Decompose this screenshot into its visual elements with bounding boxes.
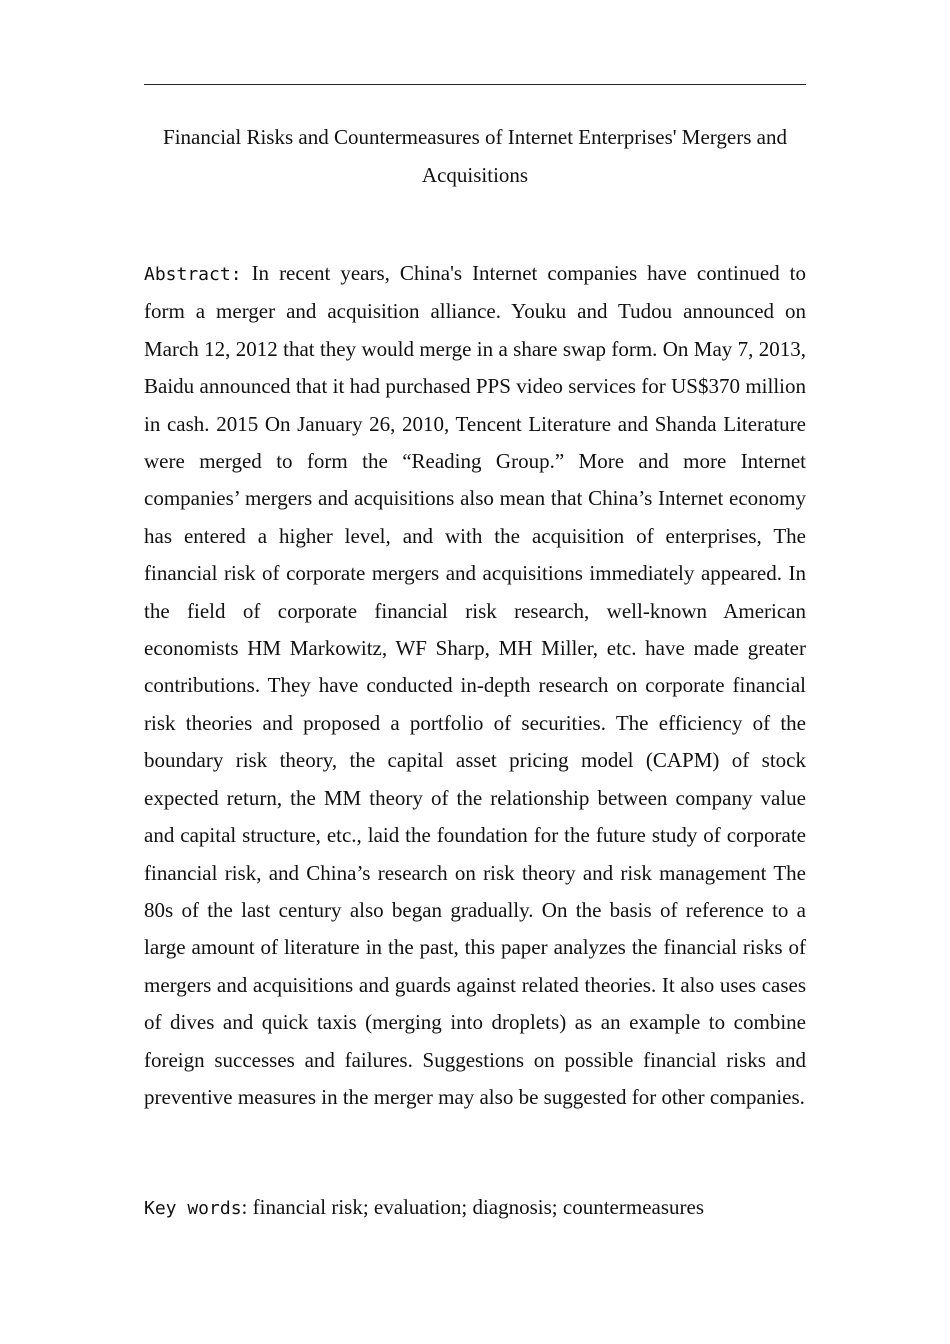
header-rule [144,84,806,85]
keywords-text: : financial risk; evaluation; diagnosis; countermeasures [241,1195,704,1219]
abstract-paragraph [144,255,806,1116]
document-title: Financial Risks and Countermeasures of Internet Enterprises' Mergers and Acquisitions [163,125,787,187]
keywords-line [144,1189,806,1227]
abstract-label: Abstract: [144,264,242,285]
abstract-text: In recent years, China's Internet companies have continued to form a merger and acquisition alliance. Youku and Tudou announced on March 12, 2012 that they would merge in a share swap form. On May 7, 2013, Baidu announced that it had purchased PPS video services for US$370 million in cash. 2015 On January 26, 2010, Tencent Literature and Shanda Literature were merged to form the “Reading Group.” More and more Internet companies’ mergers and acquisitions also mean that China’s Internet economy has entered a higher level, and with the acquisition of enterprises, The financial risk of corporate mergers and acquisitions immediately appeared. In the field of corporate financial risk research, well-known American economists HM Markowitz, WF Sharp, MH Miller, etc. have made greater contributions. They have conducted in-depth research on corporate financial risk theories and proposed a portfolio of securities. The efficiency of the boundary risk theory, the capital asset pricing model (CAPM) of stock expected return, the MM theory of the relationship between company value and capital structure, etc., laid the foundation for the future study of corporate financial risk, and China’s research on risk theory and risk management The 80s of the last century also began gradually. On the basis of reference to a large amount of literature in the past, this paper analyzes the financial risks of mergers and acquisitions and guards against related theories. It also uses cases of dives and quick taxis (merging into droplets) as an example to combine foreign successes and failures. Suggestions on possible financial risks and preventive measures in the merger may also be suggested for other companies. [144,261,806,1109]
keywords-label: Key words [144,1198,242,1219]
